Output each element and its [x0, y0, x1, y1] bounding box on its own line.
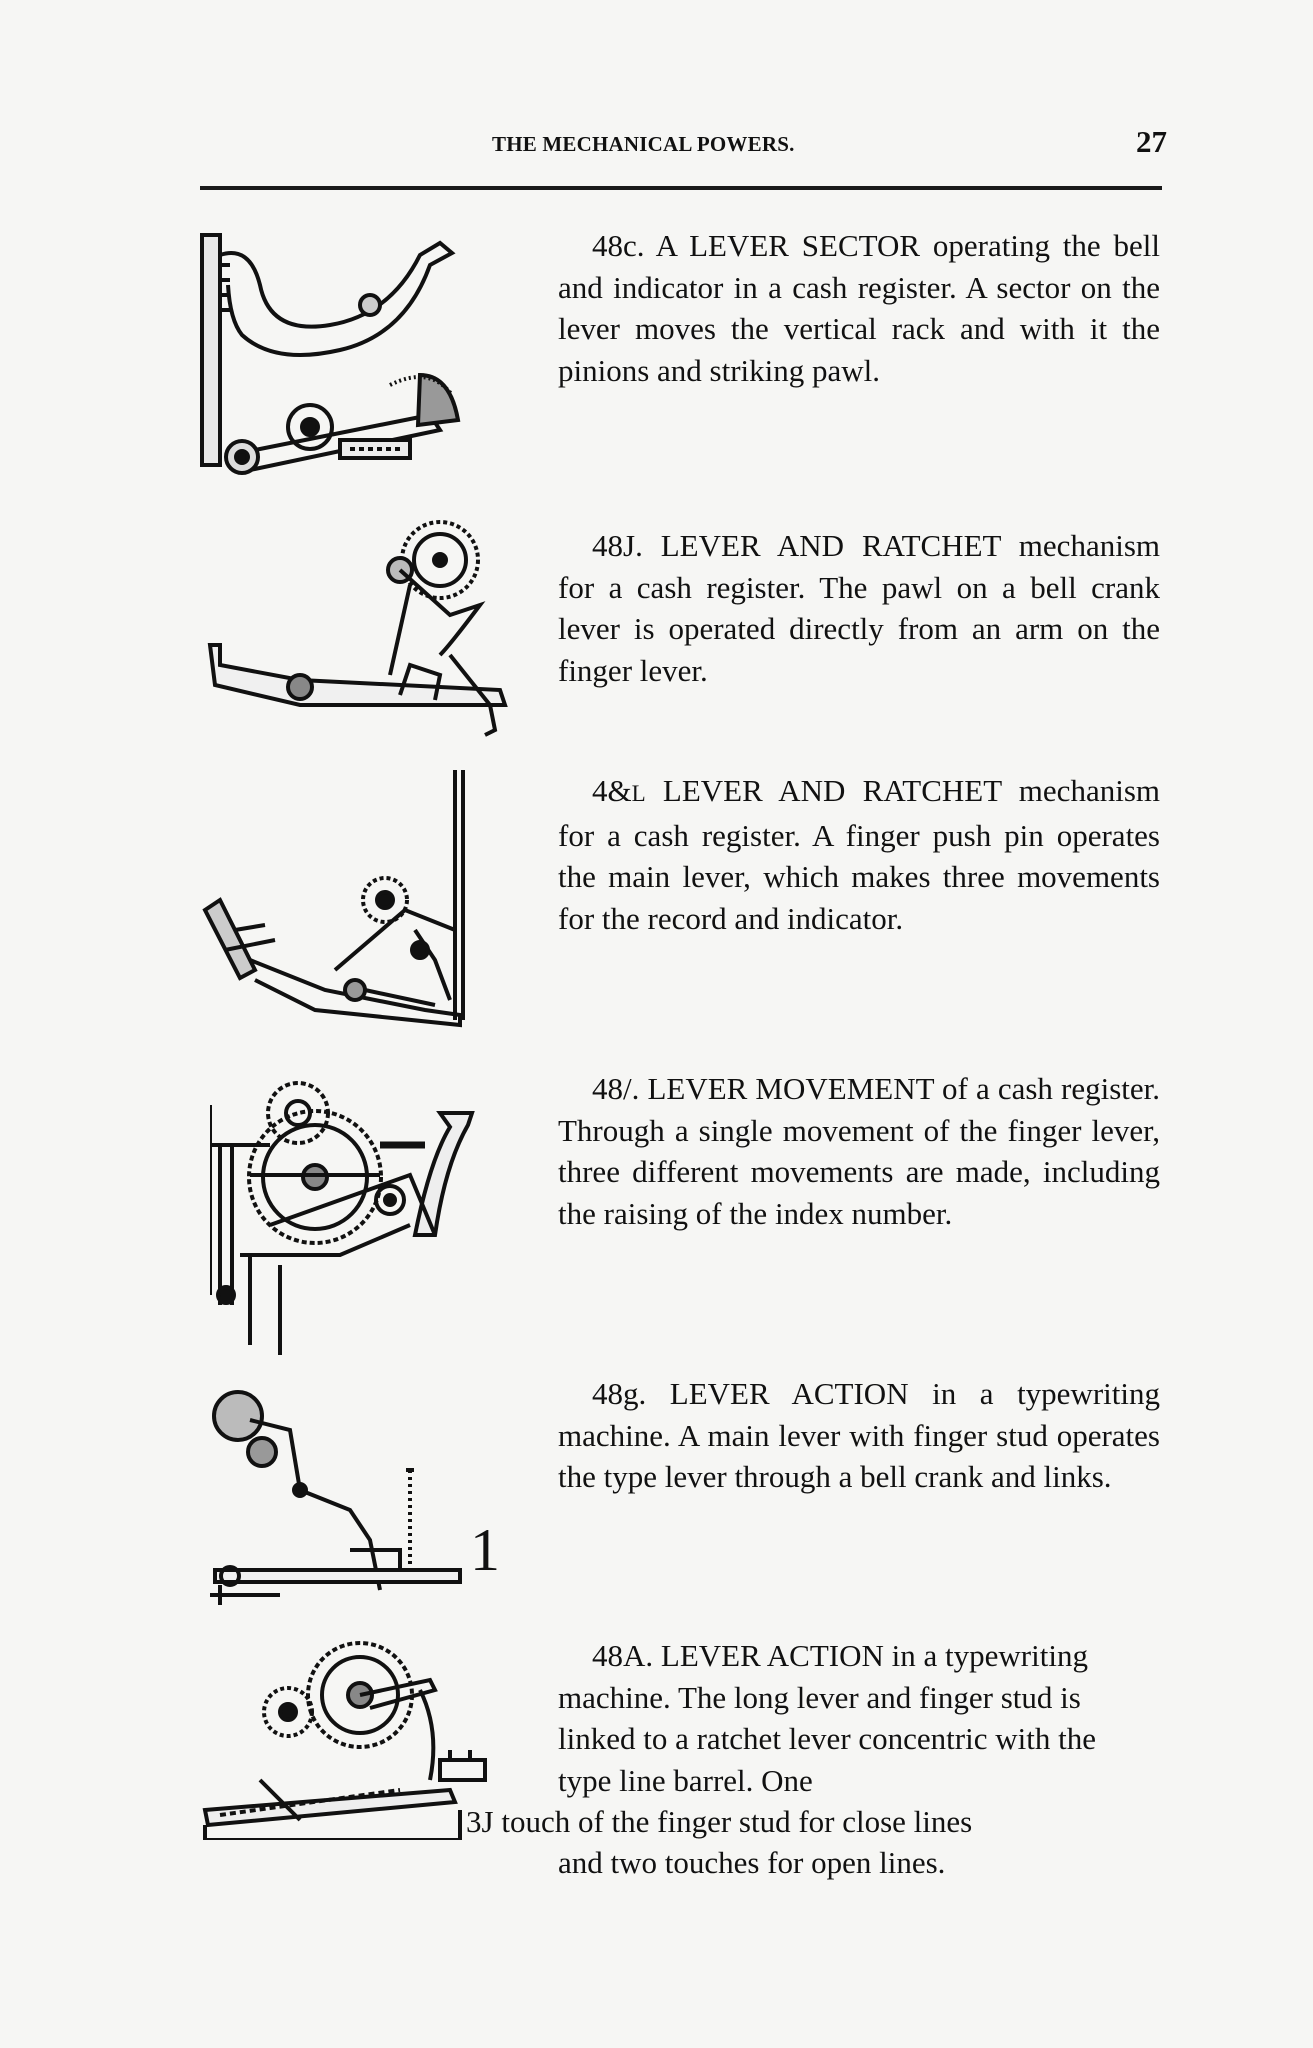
- figure-lever-ratchet-2: [195, 760, 495, 1030]
- entry-48g-text: 48g. LEVER ACTION in a typewriting machine. A main lever with finger stud operates the type lever through a bell crank and links.: [558, 1376, 1160, 1494]
- entry-48a-text: 48A. LEVER ACTION in a typewriting machine. The long lever and finger stud is linked to a ratchet lever concentric with the type line barrel. One: [558, 1638, 1096, 1798]
- figure-stray-label: 1: [470, 1517, 500, 1583]
- figure-lever-sector: [190, 225, 470, 485]
- entry-48l: [558, 770, 1160, 939]
- entry-48a-final-line: and two touches for open lines.: [558, 1845, 946, 1880]
- entry-48a-continuation: touch of the finger stud for close lines: [501, 1804, 973, 1839]
- header-rule: [200, 186, 1162, 190]
- entry-48l-paragraph: [558, 770, 1160, 939]
- figure-typewriter-lever-2: [200, 1630, 490, 1840]
- figure-lever-ratchet-2-drawing: [195, 760, 495, 1030]
- entry-48a-continuation-prefix: 3J: [466, 1804, 494, 1839]
- figure-typewriter-lever-2-drawing: [200, 1630, 490, 1840]
- figure-lever-ratchet-1-drawing: [200, 505, 520, 745]
- entry-48c: [558, 225, 1160, 391]
- entry-48l-lead-smallcap: L: [631, 781, 646, 806]
- figure-lever-movement: [210, 1065, 490, 1365]
- entry-48a: [558, 1635, 1098, 1801]
- entry-48i: [558, 1068, 1160, 1234]
- entry-48a-continuation-line: [466, 1801, 972, 1843]
- running-header: THE MECHANICAL POWERS.: [492, 132, 795, 156]
- entry-48c-text: 48c. A LEVER SECTOR operating the bell and indicator in a cash register. A sector on the lever moves the vertical rack and with it the pinions and striking pawl.: [558, 228, 1160, 388]
- page-number: 27: [1136, 124, 1167, 159]
- entry-48i-text: 48/. LEVER MOVEMENT of a cash register. Through a single movement of the finger lever, three different movements are made, including the raising of the index number.: [558, 1071, 1160, 1231]
- entry-48j: [558, 525, 1160, 691]
- entry-48j-text: 48J. LEVER AND RATCHET mechanism for a cash register. The pawl on a bell crank lever is operated directly from an arm on the finger lever.: [558, 528, 1160, 688]
- figure-typewriter-lever-1: [200, 1380, 480, 1610]
- figure-lever-movement-drawing: [210, 1065, 490, 1365]
- figure-lever-ratchet-1: [200, 505, 520, 745]
- figure-lever-sector-drawing: [190, 225, 470, 485]
- entry-48l-lead: 4&: [592, 773, 632, 808]
- figure-typewriter-lever-1-drawing: [200, 1380, 480, 1610]
- entry-48g: [558, 1373, 1160, 1498]
- entry-48l-text: LEVER AND RATCHET mechanism for a cash register. A finger push pin operates the main lever, which makes three movements for the record and indicator.: [558, 773, 1160, 936]
